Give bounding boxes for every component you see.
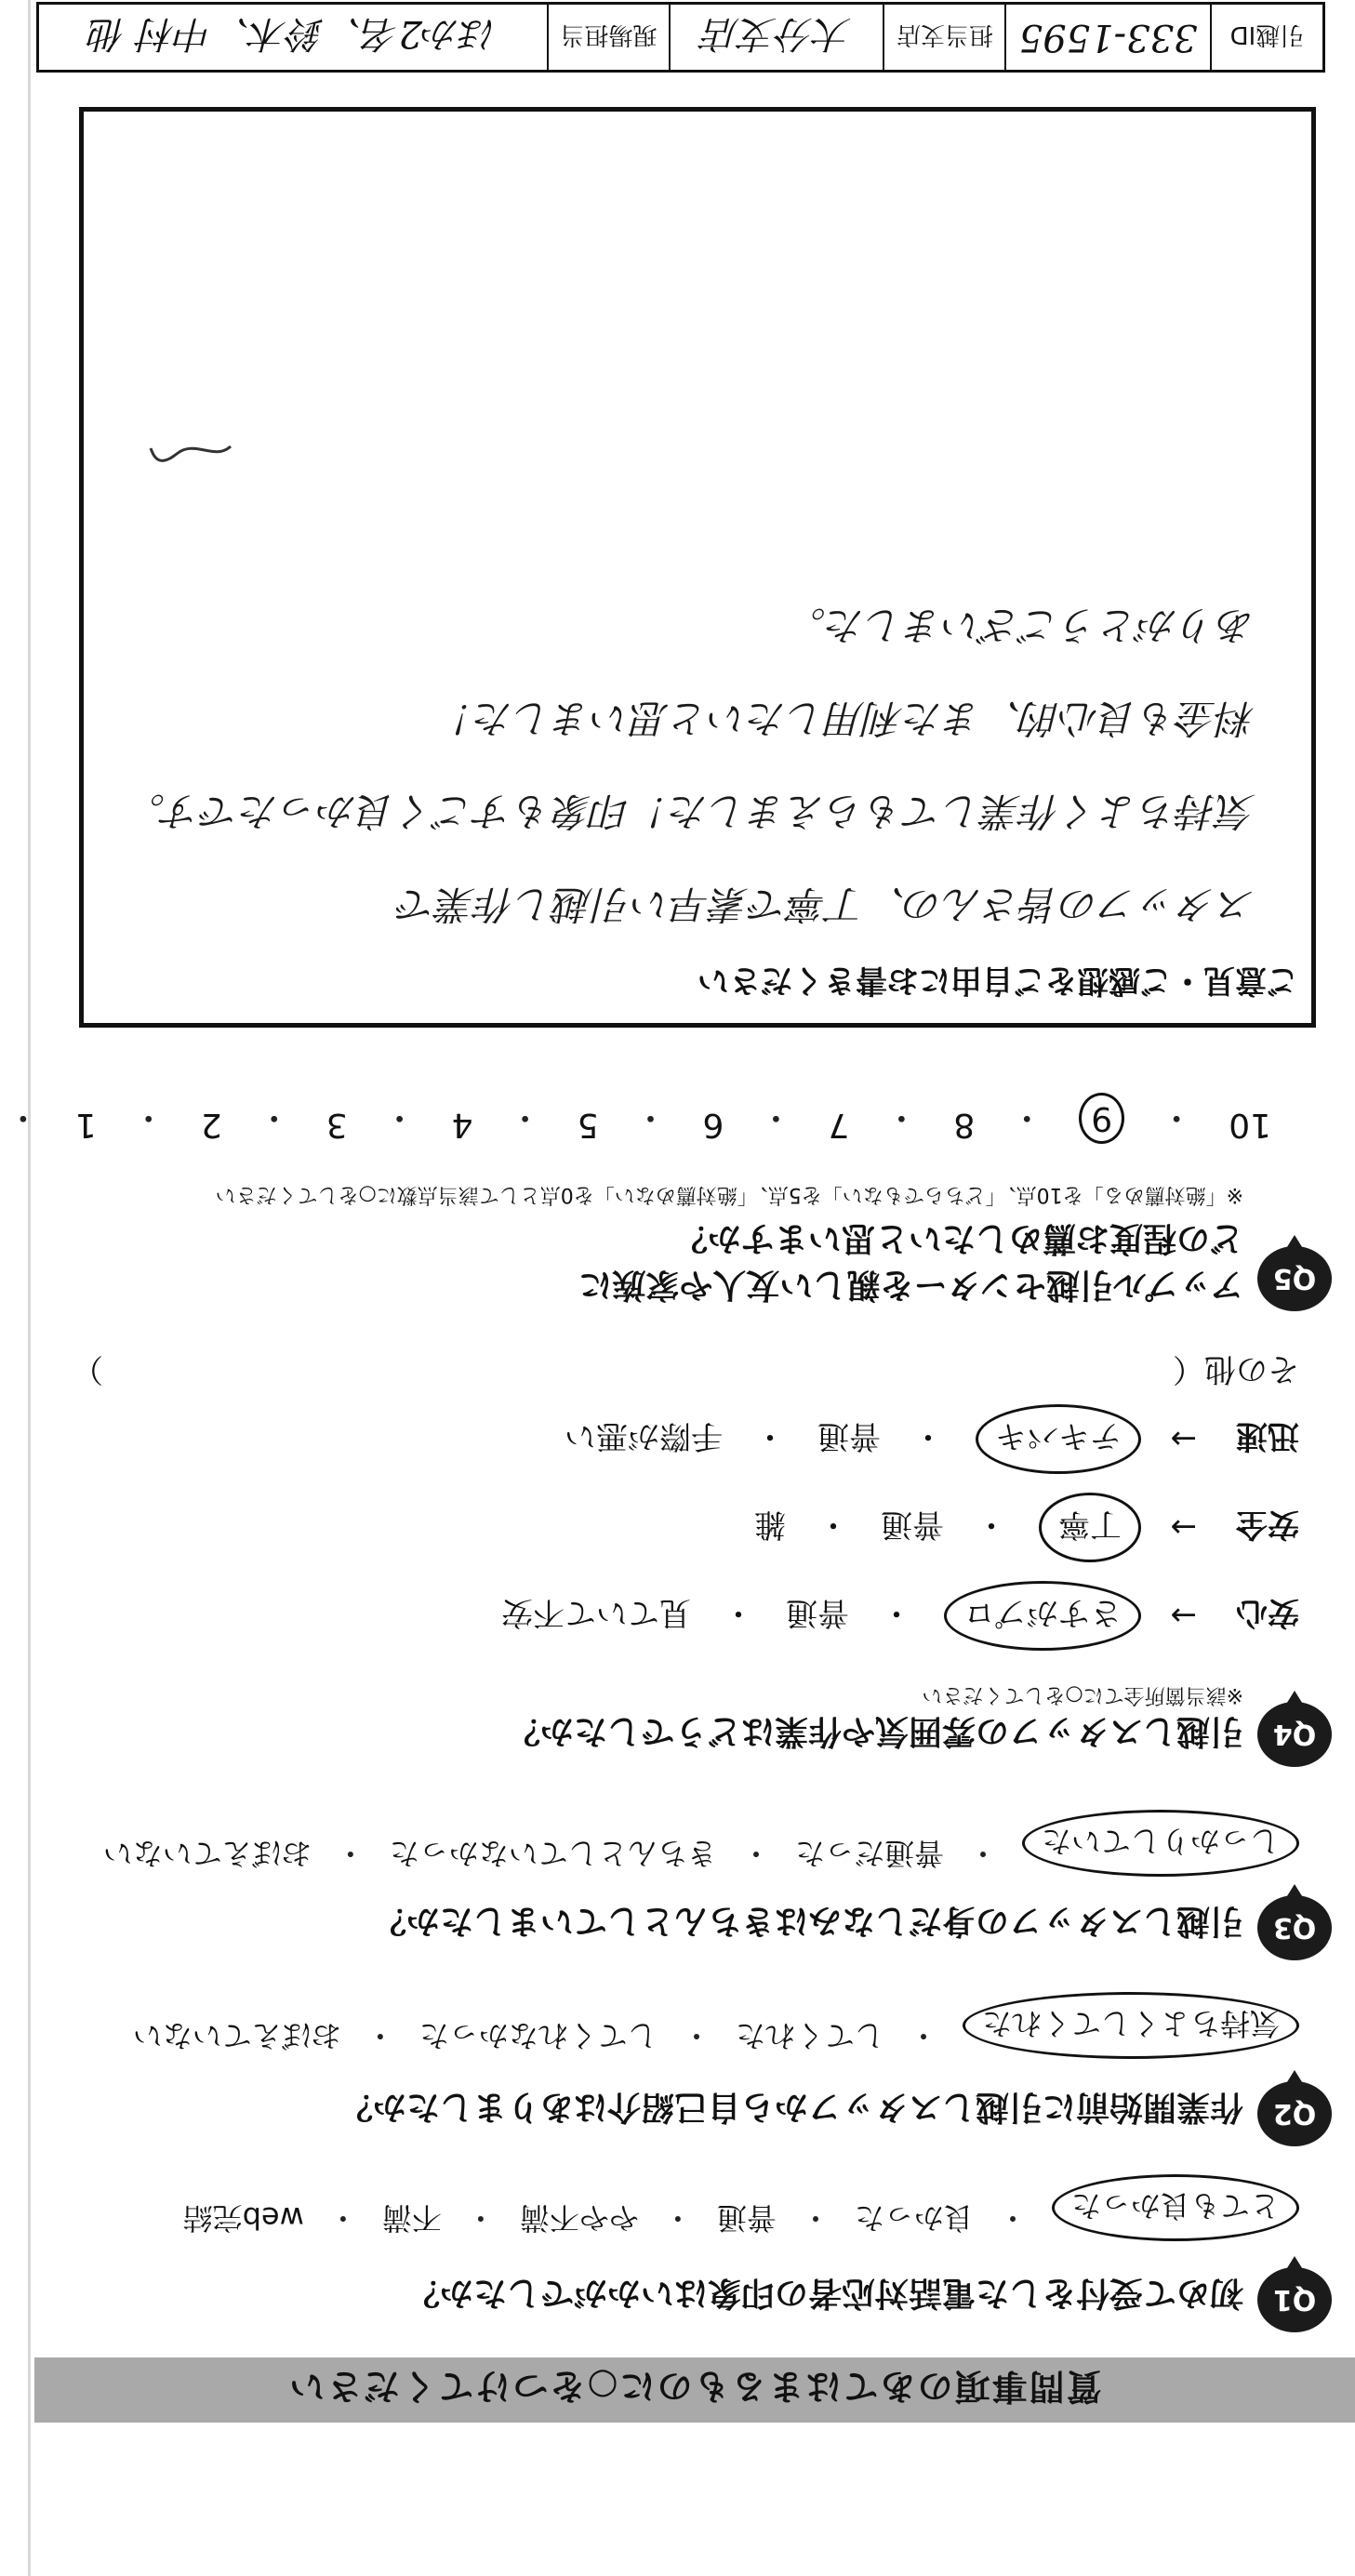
q2-option[interactable]: してくれた [735,2018,884,2053]
scale-point[interactable]: 2 [200,1106,222,1144]
footer-value-staff: ほか2名、鈴木、中村 他 [88,12,498,56]
q4-other-close: ） [72,1350,103,1388]
q4-option[interactable]: 普通 [881,1506,944,1543]
q4-option[interactable]: 普通 [817,1417,881,1454]
comment-line: 料金も良心的、また利用したいと思いました！ [434,696,1255,741]
scale-point[interactable]: 4 [451,1106,473,1144]
comment-line: スタッフの皆さんの、丁寧で素早い引越し作業で [397,882,1255,927]
q2-question: 作業開始前に引越しスタッフから自己紹介はありましたか？ [339,2088,1243,2126]
q4-option-selected[interactable]: 丁寧 [1039,1493,1141,1562]
q5-question-line1: アップル引越センターを親しい友人や家族に [578,1266,1243,1304]
scale-point-selected[interactable]: 9 [1079,1093,1124,1144]
scale-point[interactable]: 7 [828,1106,850,1144]
q3-options: しっかりしていた ・ 普通だった ・ きちんとしていなかった ・ おぼえていない [103,1810,1299,1877]
q5-badge: Q5 [1257,1246,1332,1311]
q4-other-label: その他（ [1173,1350,1299,1388]
comment-line: ありがとうございました。 [786,603,1255,648]
q2-option[interactable]: おぼえていない [132,2018,341,2053]
instruction-banner: 質問事項のあてはまるものに○をつけてください [34,2357,1355,2423]
q2-options: 気持ちよくしてくれた ・ してくれた ・ してくれなかった ・ おぼえていない [133,1992,1299,2059]
scale-point[interactable]: 1 [74,1106,97,1144]
q4-sep: ・ [912,1417,944,1454]
q4-row-label: 安全 [1236,1506,1299,1543]
q4-option[interactable]: 見ていて不安 [501,1594,691,1631]
q4-option-selected[interactable]: さすがプロ [944,1581,1141,1651]
q3-option-selected[interactable]: しっかりしていた [1022,1810,1299,1877]
footer-table [36,2,1325,73]
q4-row-anshin [470,1581,1299,1651]
q4-badge: Q4 [1257,1702,1332,1767]
footer-value-id: 333-1595 [1004,5,1209,70]
q3-question: 引越しスタッフの身だしなみはきちんとしていましたか？ [372,1902,1243,1940]
q5-note: ※「絶対薦める」を10点、「どちらでもない」を5点、「絶対薦めない」を0点として該当点数に○をしてください [215,1183,1243,1206]
comment-line: 気持ちよく作業してもらえました！印象もすごく良かったです。 [126,789,1255,834]
page-edge [28,0,31,2576]
scale-point[interactable]: 10 [1229,1106,1271,1144]
q4-other-row [72,1349,1299,1395]
q1-question: 初めて受付をした電話対応者の印象はいかがでしたか？ [405,2274,1243,2312]
q4-sep: ・ [976,1506,1007,1543]
q2-badge: Q2 [1257,2081,1332,2146]
footer-label-branch: 担当支店 [883,5,1004,70]
q4-row-jinsoku [533,1404,1299,1474]
q4-option-selected[interactable]: テキパキ [976,1404,1141,1474]
q1-option[interactable]: 普通 [716,2200,777,2236]
q4-sep: ・ [754,1417,786,1454]
q4-sep: ・ [817,1506,849,1543]
pen-stroke-mark [149,437,232,465]
q4-option[interactable]: 手際が悪い [565,1417,723,1454]
comment-box[interactable] [79,107,1316,1028]
q4-row-anzen [723,1493,1299,1562]
q4-row-label: 安心 [1236,1594,1299,1631]
comment-title: ご意見・ご感想をご自由にお書きください [697,962,1298,999]
q1-options: とても良かった ・ 良かった ・ 普通 ・ やや不満 ・ 不満 ・ web完結 [183,2174,1299,2241]
footer-value-branch: 大分支店 [669,5,883,70]
arrow-icon: → [1170,1597,1197,1635]
q1-badge: Q1 [1257,2267,1332,2332]
q4-row-label: 迅速 [1236,1417,1299,1454]
q5-scale: 10 ・ 9 ・ 8 ・ 7 ・ 6 ・ 5 ・ 4 ・ 3 ・ 2 ・ 1 ・ [0,1093,1271,1144]
q4-sep: ・ [881,1594,912,1631]
q4-question: 引越しスタッフの雰囲気や作業はどうでしたか？ [506,1712,1243,1750]
arrow-icon: → [1170,1508,1197,1547]
q2-option-selected[interactable]: 気持ちよくしてくれた [963,1992,1299,2059]
q5-question-line2: どの程度お薦めしたいと思いますか？ [673,1219,1243,1257]
q1-option[interactable]: web完結 [182,2200,304,2236]
q3-option[interactable]: おぼえていない [102,1836,312,1871]
scale-point[interactable]: 5 [577,1106,599,1144]
q1-option[interactable]: やや不満 [519,2200,639,2236]
scale-point[interactable]: 3 [325,1106,348,1144]
q4-option[interactable]: 普通 [786,1594,849,1631]
q1-option[interactable]: 良かった [854,2200,974,2236]
q4-note: ※該当箇所全てに○をしてください [922,1683,1243,1706]
q2-option[interactable]: してくれなかった [418,2018,658,2053]
q4-option[interactable]: 雑 [754,1506,786,1543]
scale-point[interactable]: 8 [953,1106,976,1144]
q3-badge: Q3 [1257,1895,1332,1960]
q4-sep: ・ [723,1594,754,1631]
scale-point[interactable]: 6 [702,1106,724,1144]
footer-label-staff: 現場担当 [547,5,669,70]
q3-option[interactable]: きちんとしていなかった [389,1836,717,1871]
q3-option[interactable]: 普通だった [794,1836,944,1871]
footer-label-id: 引越ID [1210,5,1322,70]
q1-option[interactable]: 不満 [381,2200,442,2236]
arrow-icon: → [1170,1420,1197,1458]
q1-option-selected[interactable]: とても良かった [1052,2174,1299,2241]
